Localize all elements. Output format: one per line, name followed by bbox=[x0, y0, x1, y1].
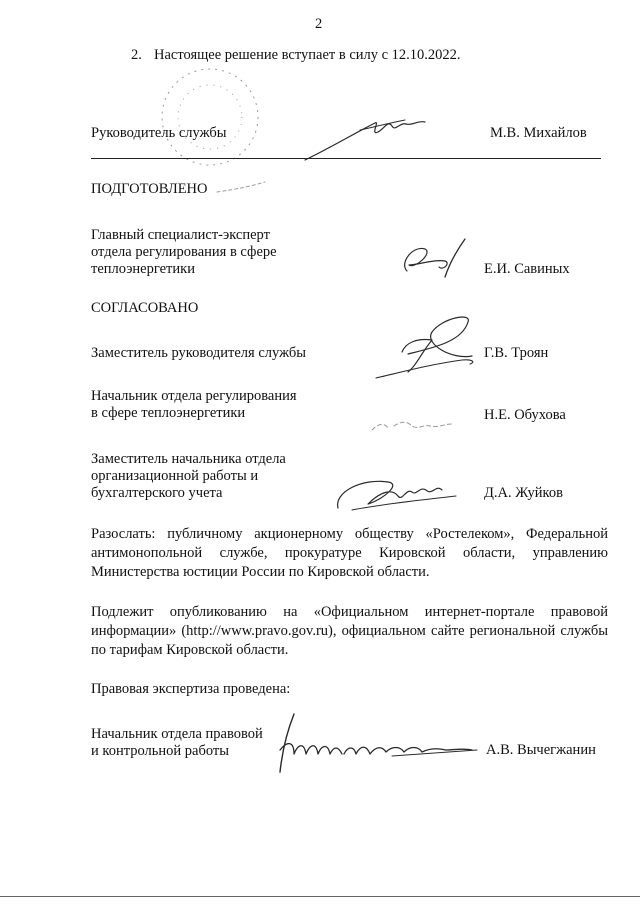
approved-1-position: Заместитель руководителя службы bbox=[91, 345, 307, 361]
prepared-mark bbox=[215, 178, 275, 198]
prepared-signature bbox=[395, 235, 475, 285]
approved-3-line-2: организационной работы и bbox=[91, 468, 259, 484]
header-divider bbox=[91, 158, 601, 159]
bottom-edge-line bbox=[0, 896, 640, 897]
item-2-text: Настоящее решение вступает в силу с 12.10.2022. bbox=[154, 47, 461, 63]
legal-line-1: Начальник отдела правовой bbox=[91, 726, 263, 742]
legal-note: Правовая экспертиза проведена: bbox=[91, 681, 291, 697]
head-name: М.В. Михайлов bbox=[490, 125, 587, 141]
page-number: 2 bbox=[315, 16, 323, 32]
approved-3-position bbox=[91, 451, 286, 502]
approved-2-line-2: в сфере теплоэнергетики bbox=[91, 405, 246, 421]
prepared-line-1: Главный специалист-эксперт bbox=[91, 227, 270, 243]
head-title: Руководитель службы bbox=[91, 125, 227, 141]
prepared-name: Е.И. Савиных bbox=[484, 261, 570, 277]
approved-heading: СОГЛАСОВАНО bbox=[91, 300, 199, 316]
prepared-line-2: отдела регулирования в сфере bbox=[91, 244, 277, 260]
publication-text: Подлежит опубликованию на «Официальном интернет-портале правовой информации» (http://www.pravo.gov.ru), официальном сайте региональной службы по тарифам Кировской области. bbox=[91, 604, 608, 658]
distribution-text: Разослать: публичному акционерному обществу «Ростелеком», Федеральной антимонопольной службе, прокуратуре Кировской области, управлению Министерства юстиции России по Кировской области. bbox=[91, 526, 608, 580]
head-signature bbox=[300, 108, 450, 168]
stamp-image bbox=[150, 62, 280, 172]
legal-line-2: и контрольной работы bbox=[91, 743, 229, 759]
item-2-number: 2. bbox=[131, 47, 142, 63]
approved-3-name: Д.А. Жуйков bbox=[484, 485, 563, 501]
prepared-heading: ПОДГОТОВЛЕНО bbox=[91, 181, 208, 197]
approved-3-line-1: Заместитель начальника отдела bbox=[91, 451, 286, 467]
approved-2-line-1: Начальник отдела регулирования bbox=[91, 388, 297, 404]
legal-name: А.В. Вычегжанин bbox=[486, 742, 596, 758]
approved-2-name: Н.Е. Обухова bbox=[484, 407, 566, 423]
approved-2-signature bbox=[368, 400, 458, 440]
prepared-line-3: теплоэнергетики bbox=[91, 261, 195, 277]
approved-2-position bbox=[91, 388, 297, 422]
approved-1-signature bbox=[372, 312, 492, 392]
approved-1-name: Г.В. Троян bbox=[484, 345, 549, 361]
legal-signature bbox=[272, 710, 482, 780]
legal-position bbox=[91, 726, 263, 760]
approved-3-signature bbox=[332, 470, 462, 520]
prepared-position bbox=[91, 227, 277, 278]
approved-3-line-3: бухгалтерского учета bbox=[91, 485, 223, 501]
